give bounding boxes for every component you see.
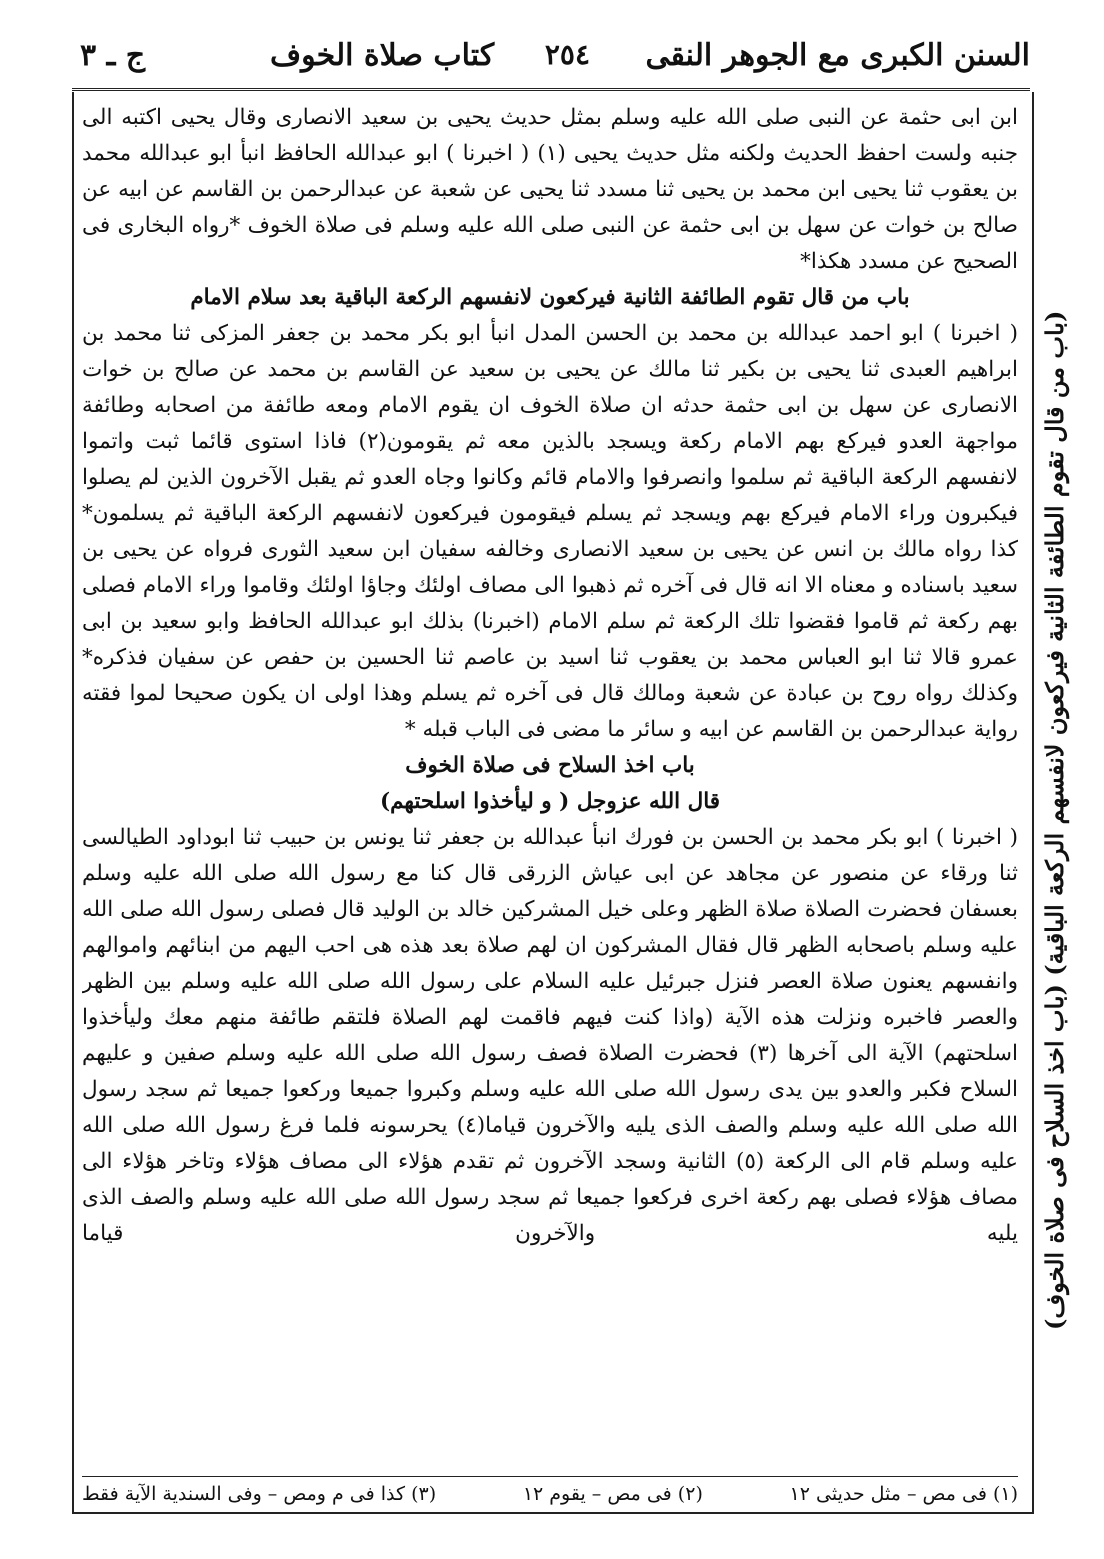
hadith-paragraph: ( اخبرنا ) ابو احمد عبدالله بن محمد بن الحسن المدل انبأ ابو بكر محمد بن جعفر المزكى ثنا محمد بن ابراهيم العبدى ثنا يحيى بن بكير ثنا مالك عن يحيى بن سعيد عن القاسم بن محمد عن صالح بن خوات الانصارى عن سهل بن ابى حثمة حدثه ان صلاة الخوف ان يقوم الامام ومعه طائفة من اصحابه وطائفة مواجهة العدو فيركع بهم الامام ركعة ويسجد بالذين معه ثم يقومون(٢) فاذا استوى قائما ثبت واتموا لانفسهم الركعة الباقية ثم سلموا وانصرفوا والامام قائم وكانوا وجاه العدو ثم يقبل الآخرون الذين لم يصلوا فيكبرون وراء الامام فيركع بهم ويسجد ثم يسلم فيقومون فيركعون لانفسهم الركعة الباقية ثم يسلمون* كذا رواه مالك بن انس عن يحيى بن سعيد الانصارى وخالفه سفيان ابن سعيد الثورى فرواه عن يحيى بن سعيد باسناده و معناه الا انه قال فى آخره ثم ذهبوا الى مصاف اولئك وجاؤا اولئك وقاموا وراء الامام فصلى بهم ركعة ثم قاموا فقضوا تلك الركعة ثم سلم الامام (اخبرنا) بذلك ابو عبدالله الحافظ وابو سعيد بن ابى عمرو قالا ثنا ابو العباس محمد بن يعقوب ثنا اسيد بن عاصم ثنا الحسين بن حفص عن سفيان فذكره* وكذلك رواه روح بن عبادة عن شعبة ومالك قال فى آخره ثم يسلم وهذا اولى ان يكون صحيحا لموا فقته رواية عبدالرحمن بن القاسم عن ابيه و سائر ما مضى فى الباب قبله * bbox=[82, 321, 1018, 742]
margin-notes bbox=[1040, 120, 1088, 1520]
footnote: (٢) فى مص – يقوم ١٢ bbox=[522, 1483, 703, 1505]
book-title: السنن الكبرى مع الجوهر النقى bbox=[645, 38, 1030, 73]
footnote: (٣) كذا فى م ومص – وفى السندية الآية فقط bbox=[82, 1483, 437, 1505]
footnotes bbox=[82, 1476, 1018, 1513]
chapter-title: كتاب صلاة الخوف bbox=[270, 38, 495, 73]
quran-verse-heading: قال الله عزوجل ( و ليأخذوا اسلحتهم) bbox=[379, 789, 721, 814]
chapter-heading: باب من قال تقوم الطائفة الثانية فيركعون لانفسهم الركعة الباقية بعد سلام الامام bbox=[190, 285, 910, 310]
footnote: (١) فى مص – مثل حديثى ١٢ bbox=[789, 1483, 1018, 1505]
volume-number: ج ـ ٣ bbox=[80, 38, 146, 73]
paragraph-continuation: ابن ابى حثمة عن النبى صلى الله عليه وسلم بمثل حديث يحيى بن سعيد الانصارى وقال يحيى اكتبه الى جنبه ولست احفظ الحديث ولكنه مثل حديث يحيى (١) ( اخبرنا ) ابو عبدالله الحافظ انبأ ابو عبدالله محمد بن يعقوب ثنا يحيى ابن محمد بن يحيى ثنا مسدد ثنا يحيى عن شعبة عن عبدالرحمن بن القاسم عن ابيه عن صالح بن خوات عن سهل بن ابى حثمة عن النبى صلى الله عليه وسلم فى صلاة الخوف *رواه البخارى فى الصحيح عن مسدد هكذا* bbox=[82, 105, 1018, 274]
chapter-heading: باب اخذ السلاح فى صلاة الخوف bbox=[405, 753, 695, 778]
main-text bbox=[82, 100, 1018, 1470]
header-rule bbox=[72, 88, 1030, 91]
hadith-paragraph: ( اخبرنا ) ابو بكر محمد بن الحسن بن فورك انبأ عبدالله بن جعفر ثنا يونس بن حبيب ثنا ابوداود الطيالسى ثنا ورقاء عن منصور عن مجاهد عن ابى عياش الزرقى قال كنا مع رسول الله صلى الله عليه وسلم بعسفان فحضرت الصلاة صلاة الظهر وعلى خيل المشركين خالد بن الوليد قال فصلى رسول الله صلى الله عليه وسلم باصحابه الظهر قال فقال المشركون ان لهم صلاة بعد هذه هى احب اليهم من ابنائهم واموالهم وانفسهم يعنون صلاة العصر فنزل جبرئيل عليه السلام على رسول الله صلى الله عليه وسلم بين الظهر والعصر فاخبره ونزلت هذه الآية (واذا كنت فيهم فاقمت لهم الصلاة فلتقم طائفة منهم معك وليأخذوا اسلحتهم) الآية الى آخرها (٣) فحضرت الصلاة فصف رسول الله صلى الله عليه وسلم صفين و عليهم السلاح فكبر والعدو بين يدى رسول الله صلى الله عليه وسلم وكبروا جميعا وركعوا جميعا ثم سجد رسول الله صلى الله عليه وسلم والصف الذى يليه والآخرون قياما(٤) يحرسونه فلما فرغ رسول الله صلى الله عليه وسلم قام الى الركعة (٥) الثانية وسجد الآخرون ثم تقدم هؤلاء الى مصاف هؤلاء وتاخر هؤلاء الى مصاف هؤلاء فصلى بهم ركعة اخرى فركعوا جميعا ثم سجد رسول الله صلى الله عليه وسلم والصف الذى يليه والآخرون قياما bbox=[82, 825, 1018, 1246]
page-number: ٢٥٤ bbox=[544, 38, 590, 71]
margin-note: (باب من قال تقوم الطائفة الثانية فيركعون لانفسهم الركعة الباقية) (باب اخذ السلاح فى صلاة الخوف) bbox=[1040, 310, 1069, 1330]
page-header bbox=[70, 28, 1030, 84]
